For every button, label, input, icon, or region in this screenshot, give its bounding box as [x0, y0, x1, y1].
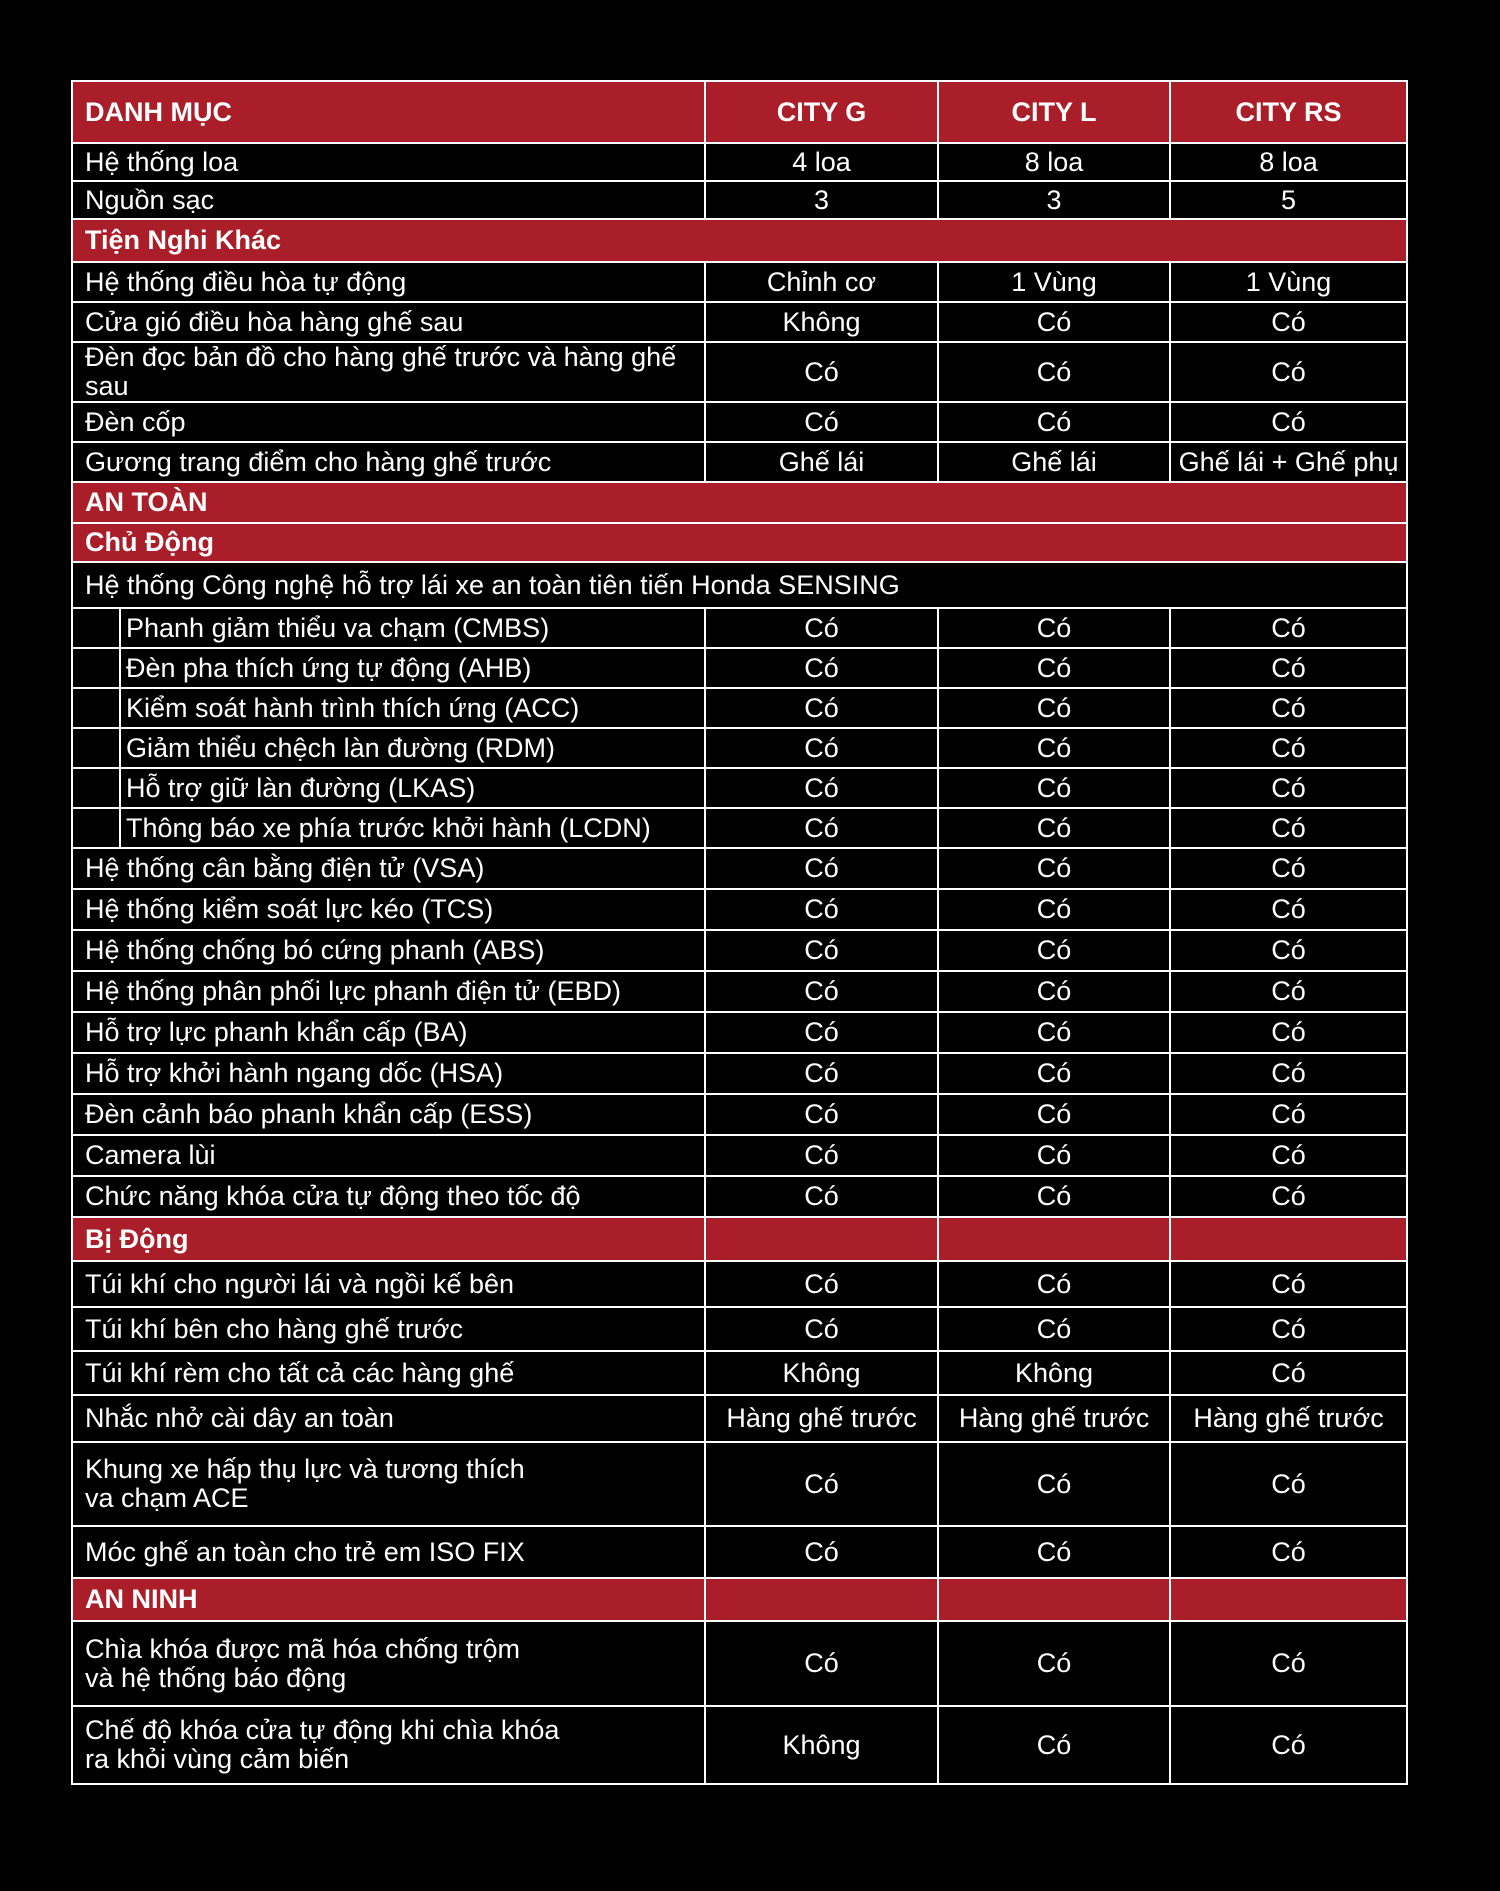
- value-cell: Có: [705, 342, 938, 402]
- value-cell: Có: [1170, 1176, 1407, 1217]
- section-title: Tiện Nghi Khác: [72, 219, 1407, 262]
- row-label-line: Chìa khóa được mã hóa chống trộm: [85, 1633, 521, 1664]
- row-label: Giảm thiểu chệch làn đường (RDM): [120, 728, 705, 768]
- row-label: Đèn cảnh báo phanh khẩn cấp (ESS): [72, 1094, 705, 1135]
- row-label: Nguồn sạc: [72, 181, 705, 219]
- value-cell: Có: [1170, 1526, 1407, 1578]
- value-cell: Có: [1170, 930, 1407, 971]
- row-label-line: va chạm ACE: [85, 1483, 249, 1513]
- row-label-line: Khung xe hấp thụ lực và tương thích: [85, 1454, 525, 1484]
- value-cell: Có: [705, 648, 938, 688]
- table-row: [72, 181, 1407, 219]
- value-cell: Có: [705, 1135, 938, 1176]
- row-label: Túi khí rèm cho tất cả các hàng ghế: [72, 1351, 705, 1395]
- sensing-title: Hệ thống Công nghệ hỗ trợ lái xe an toàn tiên tiến Honda SENSING: [72, 562, 1407, 608]
- table-row: [72, 688, 1407, 728]
- value-cell: Có: [1170, 848, 1407, 889]
- value-cell: Không: [705, 1351, 938, 1395]
- value-cell: 1 Vùng: [1170, 262, 1407, 302]
- row-label: Hệ thống phân phối lực phanh điện tử (EBD): [72, 971, 705, 1012]
- table-row: [72, 262, 1407, 302]
- header-model-city-g: CITY G: [705, 81, 938, 143]
- value-cell: Có: [705, 1094, 938, 1135]
- value-cell: Có: [938, 1261, 1170, 1307]
- row-label: Túi khí bên cho hàng ghế trước: [72, 1307, 705, 1351]
- value-cell: Có: [938, 808, 1170, 848]
- row-label: Đèn cốp: [72, 402, 705, 442]
- table-row: [72, 1351, 1407, 1395]
- value-cell: 4 loa: [705, 143, 938, 181]
- value-cell: Có: [938, 648, 1170, 688]
- value-cell: Có: [1170, 1135, 1407, 1176]
- row-label: [72, 1621, 705, 1706]
- value-cell: Có: [1170, 402, 1407, 442]
- table-row: [72, 342, 1407, 402]
- value-cell: 8 loa: [938, 143, 1170, 181]
- value-cell: Có: [938, 302, 1170, 342]
- value-cell: Có: [1170, 1094, 1407, 1135]
- value-cell: Có: [1170, 1307, 1407, 1351]
- value-cell: Có: [705, 688, 938, 728]
- value-cell: Có: [938, 608, 1170, 648]
- value-cell: Có: [938, 889, 1170, 930]
- value-cell: Có: [705, 889, 938, 930]
- value-cell: Có: [938, 1135, 1170, 1176]
- value-cell: Có: [1170, 1053, 1407, 1094]
- row-label: Đèn đọc bản đồ cho hàng ghế trước và hàng ghế sau: [72, 342, 705, 402]
- table-row: [72, 1307, 1407, 1351]
- row-label: [72, 1442, 705, 1526]
- value-cell: Có: [705, 1526, 938, 1578]
- row-label: Nhắc nhở cài dây an toàn: [72, 1395, 705, 1442]
- table-row: [72, 1012, 1407, 1053]
- value-cell: 1 Vùng: [938, 262, 1170, 302]
- value-cell: Có: [705, 930, 938, 971]
- value-cell: Có: [1170, 1621, 1407, 1706]
- table-row: [72, 1395, 1407, 1442]
- value-cell: Có: [938, 1621, 1170, 1706]
- value-cell: Có: [705, 1176, 938, 1217]
- section-title: Bị Động: [72, 1217, 705, 1261]
- value-cell: Có: [938, 728, 1170, 768]
- section-row: [72, 219, 1407, 262]
- section-empty-cell: [938, 1217, 1170, 1261]
- value-cell: Có: [938, 688, 1170, 728]
- value-cell: Có: [1170, 342, 1407, 402]
- section-empty-cell: [938, 1578, 1170, 1621]
- row-label-line: Chế độ khóa cửa tự động khi chìa khóa: [85, 1715, 560, 1745]
- value-cell: 3: [705, 181, 938, 219]
- value-cell: Ghế lái: [705, 442, 938, 482]
- value-cell: Có: [705, 1053, 938, 1094]
- value-cell: Có: [705, 608, 938, 648]
- value-cell: Không: [938, 1351, 1170, 1395]
- value-cell: 5: [1170, 181, 1407, 219]
- row-label: Phanh giảm thiểu va chạm (CMBS): [120, 608, 705, 648]
- value-cell: Có: [705, 1261, 938, 1307]
- value-cell: Có: [938, 342, 1170, 402]
- value-cell: 3: [938, 181, 1170, 219]
- row-label: Đèn pha thích ứng tự động (AHB): [120, 648, 705, 688]
- value-cell: Có: [1170, 1351, 1407, 1395]
- indent-cell: [72, 648, 120, 688]
- table-row: [72, 1176, 1407, 1217]
- spec-table: [71, 80, 1408, 1785]
- table-row: [72, 1442, 1407, 1526]
- value-cell: Có: [1170, 302, 1407, 342]
- row-label: Hỗ trợ giữ làn đường (LKAS): [120, 768, 705, 808]
- table-row: [72, 848, 1407, 889]
- value-cell: Không: [705, 302, 938, 342]
- indent-cell: [72, 728, 120, 768]
- value-cell: Hàng ghế trước: [1170, 1395, 1407, 1442]
- table-row: [72, 1094, 1407, 1135]
- section-row: [72, 1578, 1407, 1621]
- value-cell: Có: [705, 808, 938, 848]
- value-cell: Có: [938, 1053, 1170, 1094]
- value-cell: Không: [705, 1706, 938, 1784]
- value-cell: Có: [938, 768, 1170, 808]
- row-label: Hỗ trợ lực phanh khẩn cấp (BA): [72, 1012, 705, 1053]
- value-cell: Có: [938, 402, 1170, 442]
- table-row: [72, 608, 1407, 648]
- value-cell: Có: [705, 848, 938, 889]
- section-row: [72, 482, 1407, 523]
- row-label: Thông báo xe phía trước khởi hành (LCDN): [120, 808, 705, 848]
- table-row: [72, 1135, 1407, 1176]
- row-label: Hệ thống kiểm soát lực kéo (TCS): [72, 889, 705, 930]
- value-cell: Có: [938, 1706, 1170, 1784]
- table-row: [72, 971, 1407, 1012]
- value-cell: Có: [938, 930, 1170, 971]
- value-cell: Hàng ghế trước: [705, 1395, 938, 1442]
- value-cell: Có: [938, 1307, 1170, 1351]
- row-label: Camera lùi: [72, 1135, 705, 1176]
- header-category: DANH MỤC: [72, 81, 705, 143]
- row-label-line: và hệ thống báo động: [85, 1662, 347, 1693]
- table-row: [72, 302, 1407, 342]
- value-cell: Có: [705, 971, 938, 1012]
- value-cell: Ghế lái + Ghế phụ: [1170, 442, 1407, 482]
- row-label: Móc ghế an toàn cho trẻ em ISO FIX: [72, 1526, 705, 1578]
- table-row: [72, 562, 1407, 608]
- value-cell: Có: [938, 1012, 1170, 1053]
- table-row: [72, 1621, 1407, 1706]
- section-empty-cell: [1170, 1217, 1407, 1261]
- value-cell: Có: [705, 1012, 938, 1053]
- table-row: [72, 728, 1407, 768]
- value-cell: Có: [1170, 1012, 1407, 1053]
- value-cell: Có: [1170, 1706, 1407, 1784]
- value-cell: Có: [705, 402, 938, 442]
- indent-cell: [72, 608, 120, 648]
- value-cell: Có: [1170, 808, 1407, 848]
- value-cell: Có: [705, 1442, 938, 1526]
- table-row: [72, 442, 1407, 482]
- section-row: [72, 523, 1407, 562]
- value-cell: Có: [1170, 688, 1407, 728]
- section-title: AN NINH: [72, 1578, 705, 1621]
- table-row: [72, 402, 1407, 442]
- value-cell: Có: [1170, 768, 1407, 808]
- value-cell: Có: [1170, 648, 1407, 688]
- indent-cell: [72, 808, 120, 848]
- table-header-row: [72, 81, 1407, 143]
- table-row: [72, 930, 1407, 971]
- value-cell: Ghế lái: [938, 442, 1170, 482]
- row-label: Gương trang điểm cho hàng ghế trước: [72, 442, 705, 482]
- table-row: [72, 1706, 1407, 1784]
- row-label: Hỗ trợ khởi hành ngang dốc (HSA): [72, 1053, 705, 1094]
- table-row: [72, 1261, 1407, 1307]
- row-label: Túi khí cho người lái và ngồi kế bên: [72, 1261, 705, 1307]
- row-label: Kiểm soát hành trình thích ứng (ACC): [120, 688, 705, 728]
- section-title: AN TOÀN: [72, 482, 1407, 523]
- indent-cell: [72, 768, 120, 808]
- row-label: Chức năng khóa cửa tự động theo tốc độ: [72, 1176, 705, 1217]
- value-cell: Có: [938, 971, 1170, 1012]
- row-label: Hệ thống chống bó cứng phanh (ABS): [72, 930, 705, 971]
- value-cell: Có: [938, 1526, 1170, 1578]
- value-cell: Chỉnh cơ: [705, 262, 938, 302]
- value-cell: Có: [705, 768, 938, 808]
- table-row: [72, 889, 1407, 930]
- section-title: Chủ Động: [72, 523, 1407, 562]
- header-model-city-l: CITY L: [938, 81, 1170, 143]
- value-cell: 8 loa: [1170, 143, 1407, 181]
- row-label-line: ra khỏi vùng cảm biến: [85, 1744, 350, 1774]
- section-empty-cell: [705, 1578, 938, 1621]
- row-label: Cửa gió điều hòa hàng ghế sau: [72, 302, 705, 342]
- row-label: Hệ thống loa: [72, 143, 705, 181]
- value-cell: Có: [938, 848, 1170, 889]
- row-label: [72, 1706, 705, 1784]
- section-empty-cell: [705, 1217, 938, 1261]
- value-cell: Có: [705, 728, 938, 768]
- value-cell: Có: [705, 1307, 938, 1351]
- value-cell: Có: [1170, 971, 1407, 1012]
- value-cell: Có: [1170, 889, 1407, 930]
- table-row: [72, 808, 1407, 848]
- value-cell: Có: [705, 1621, 938, 1706]
- row-label: Hệ thống cân bằng điện tử (VSA): [72, 848, 705, 889]
- table-row: [72, 648, 1407, 688]
- table-row: [72, 1526, 1407, 1578]
- value-cell: Có: [1170, 1442, 1407, 1526]
- section-row: [72, 1217, 1407, 1261]
- value-cell: Có: [938, 1442, 1170, 1526]
- table-row: [72, 143, 1407, 181]
- value-cell: Có: [938, 1094, 1170, 1135]
- table-row: [72, 768, 1407, 808]
- section-empty-cell: [1170, 1578, 1407, 1621]
- value-cell: Có: [1170, 608, 1407, 648]
- indent-cell: [72, 688, 120, 728]
- table-row: [72, 1053, 1407, 1094]
- value-cell: Có: [1170, 728, 1407, 768]
- value-cell: Hàng ghế trước: [938, 1395, 1170, 1442]
- value-cell: Có: [1170, 1261, 1407, 1307]
- header-model-city-rs: CITY RS: [1170, 81, 1407, 143]
- value-cell: Có: [938, 1176, 1170, 1217]
- row-label: Hệ thống điều hòa tự động: [72, 262, 705, 302]
